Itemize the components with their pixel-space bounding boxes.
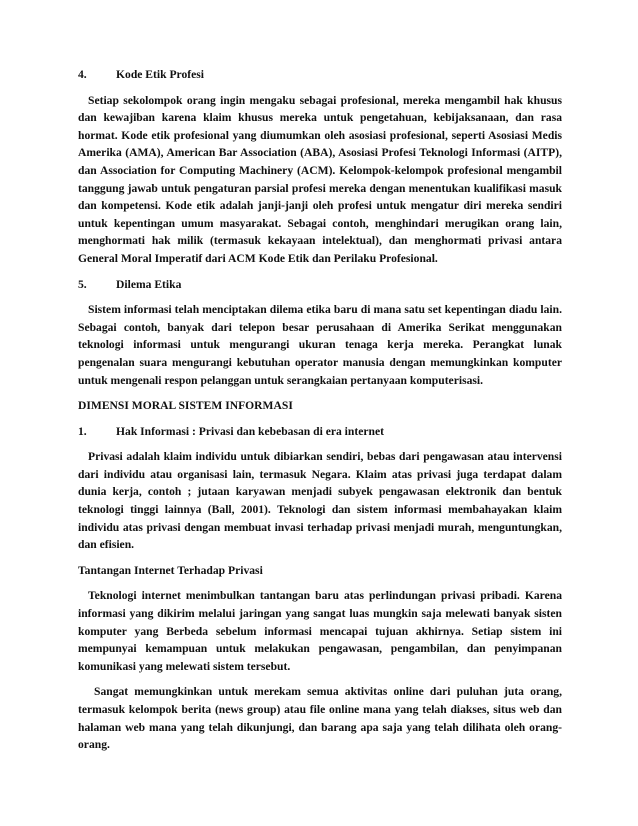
section-5-paragraph: Sistem informasi telah menciptakan dilema etika baru di mana satu set kepentingan diadu lain. Sebagai contoh, banyak dari telepon besar perusahaan di Amerika Serikat menggunakan teknologi informasi untuk mengurangi ukuran tenaga kerja mereka. Perangkat lunak pengenalan suara mengurangi kebutuhan operator manusia dengan memungkinkan komputer untuk mengenali respon pelanggan untuk serangkaian pertanyaan komputerisasi.: [78, 303, 562, 387]
section-1-title: Hak Informasi : Privasi dan kebebasan di era internet: [116, 424, 384, 438]
section-5-title: Dilema Etika: [116, 277, 182, 291]
dimensi-moral-heading: DIMENSI MORAL SISTEM INFORMASI: [78, 399, 293, 413]
section-5-heading: [78, 276, 562, 294]
section-4-paragraph: Setiap sekolompok orang ingin mengaku sebagai profesional, mereka mengambil hak khusus dan kewajiban karena klaim khusus mereka untuk pengetahuan, kebijaksanaan, dan rasa hormat. Kode etik profesional yang diumumkan oleh asosiasi profesional, seperti Asosiasi Medis Amerika (AMA), American Bar Association (ABA), Asosiasi Profesi Teknologi Informasi (AITP), dan Association for Computing Machinery (ACM). Kelompok-kelompok profesional mengambil tanggung jawab untuk pengaturan parsial profesi mereka dengan menentukan kualifikasi masuk dan kompetensi. Kode etik adalah janji-janji oleh profesi untuk mengatur diri mereka sendiri untuk kepentingan umum masyarakat. Sebagai contoh, menghindari merugikan orang lain, menghormati hak milik (termasuk kekayaan intelektual), dan menghormati privasi antara General Moral Imperatif dari ACM Kode Etik dan Perilaku Profesional.: [78, 93, 562, 265]
section-1-number: 1.: [78, 424, 87, 438]
section-1-heading: [78, 423, 562, 441]
section-4-number: 4.: [78, 68, 87, 81]
section-4-heading: [78, 66, 562, 84]
tantangan-paragraph-2: Sangat memungkinkan untuk merekam semua aktivitas online dari puluhan juta orang, termasuk kelompok berita (news group) atau file online mana yang telah diakses, situs web dan halaman web mana yang telah dikunjungi, dan barang apa saja yang telah dilihata oleh orang-orang.: [78, 685, 562, 752]
section-5-number: 5.: [78, 277, 87, 291]
tantangan-paragraph-1: Teknologi internet menimbulkan tantangan baru atas perlindungan privasi pribadi. Karena informasi yang dikirim melalui jaringan yang sangat luas mungkin saja melewati banyak sisten komputer yang Berbeda sebelum informasi mencapai tujuan akhirnya. Setiap sistem ini mempunyai kemampuan untuk melakukan pengawasan, pengambilan, dan penyimpanan komunikasi yang melewati sistem tersebut.: [78, 589, 562, 673]
section-1-paragraph: Privasi adalah klaim individu untuk dibiarkan sendiri, bebas dari pengawasan atau intervensi dari individu atau organisasi lain, termasuk Negara. Klaim atas privasi juga terdapat dalam dunia kerja, contoh ; jutaan karyawan menjadi subyek pengawasan elektronik dan bentuk teknologi tinggi lainnya (Ball, 2001). Teknologi dan sistem informasi membahayakan klaim individu atas privasi dengan membuat invasi terhadap privasi menjadi murah, menguntungkan, dan efisien.: [78, 450, 562, 552]
section-4-title: Kode Etik Profesi: [116, 68, 205, 81]
document-page: [78, 66, 562, 762]
tantangan-heading: Tantangan Internet Terhadap Privasi: [78, 563, 263, 577]
